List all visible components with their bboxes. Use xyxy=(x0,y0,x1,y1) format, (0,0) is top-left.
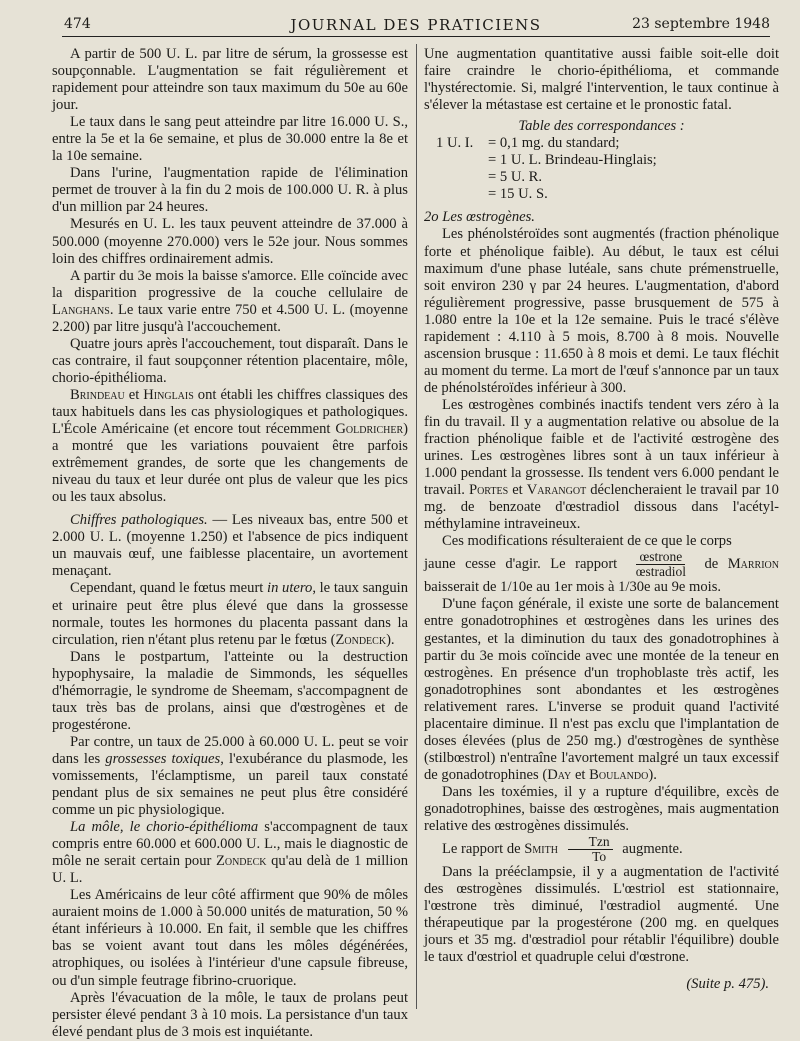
left-column xyxy=(52,46,409,1040)
paragraph: Ces modifications résulteraient de ce que le corps xyxy=(442,533,732,550)
paragraph: Dans le postpartum, l'atteinte ou la destruction hypophysaire, la maladie de Simmonds, les séquelles d'hémorragie, le syndrome de Sheemam, s'accompagnent de taux très bas de prolans, ainsi que d'œstrogènes et de progestérone. xyxy=(52,648,408,733)
text-run: qu'au delà de 1 million U. L. xyxy=(52,853,408,887)
paragraph: Quatre jours après l'accouchement, tout disparaît. Dans le cas contraire, il faut soupçonner rétention placentaire, môle, chorio-épithélioma. xyxy=(52,335,408,386)
italic-run: grossesses toxiques xyxy=(105,750,221,767)
paragraph xyxy=(52,387,408,506)
author-name: Brindeau xyxy=(70,386,125,403)
text-run: s'accompagnent de taux compris entre 60.000 et 600.000 U. L., mais le diagnostic de môle ne serait certain pour xyxy=(52,819,408,870)
text-run: Le rapport de xyxy=(442,840,521,857)
text-run: Les œstrogènes combinés inactifs tendent vers zéro à la fin du travail. Il y a augmentation relative ou absolue de la fraction phénolique faible et de l'activité œstrogène des urines. Les œstrogènes libres sont à un taux inférieur à 1.000 pendant la grossesse. Ils tendent vers 6.000 pendant le travail. xyxy=(424,396,779,499)
subsection-title: Chiffres pathologiques. xyxy=(70,512,208,529)
text-run: de xyxy=(704,556,719,573)
paragraph xyxy=(424,397,779,533)
paragraph xyxy=(52,512,408,580)
section-heading xyxy=(424,209,779,226)
continued-text: (Suite p. 475). xyxy=(686,976,769,993)
page-number: 474 xyxy=(64,16,91,32)
section-title: 2o Les œstrogènes. xyxy=(424,209,535,226)
table-value: = 5 U. R. xyxy=(488,169,543,186)
text-run: D'une façon générale, il existe une sorte de balancement entre gonadotrophines et œstrogènes dans les urines des gestantes, et la diminution du taux des gonadotrophines à partir du 3e mois coïncide avec une montée de la teneur en œstrogènes. En présence d'un trophoblaste très actif, les gonadotrophines sont abondantes et les œstrogènes relativement rares. L'inverse se produit quand l'activité placentaire diminue. Il n'est pas exclu que l'implantation de doses élevées (plus de 250 mg.) d'œstrogènes de synthèse (stilbœstrol) n'entraîne l'avortement malgré un taux excessif de gonadotrophines ( xyxy=(424,596,779,783)
text-run: jaune cesse d'agir. Le rapport xyxy=(424,556,618,573)
text-run: — Les niveaux bas, entre 500 et 2.000 U. L. (moyenne 1.250) et l'absence de pics indiquent un mauvais œuf, une faiblesse placentaire, un avortement menaçant. xyxy=(52,512,409,580)
fraction-numerator: œstrone xyxy=(636,550,685,565)
author-name: Hinglais xyxy=(143,386,194,403)
issue-date: 23 septembre 1948 xyxy=(632,16,770,32)
text-run: et xyxy=(571,766,590,783)
author-name: Zondeck xyxy=(215,853,267,870)
author-name: Portes xyxy=(468,482,509,499)
page-header xyxy=(62,14,770,37)
paragraph: Les phénolstéroïdes sont augmentés (fraction phénolique forte et phénolique faible). Au début, le taux est célui maximum d'une phase lutéale, sans chute prémenstruelle, soit environ 230 γ par 24 heures. L'augmentation, d'abord régulièrement progressive, passe brusquement de 575 à 1.080 entre la 10e et la 12e semaine. Puis le tracé s'élève rapidement : 4.110 à 5 mois, 8.700 à 8 mois. Nouvelle ascension brusque : 11.650 à 8 mois et demi. Le taux fléchit au moment du terme. La mort de l'œuf s'annonce par un taux de phénolstéroïdes inférieur à 300. xyxy=(424,226,779,396)
paragraph: Mesurés en U. L. les taux peuvent atteindre de 37.000 à 500.000 (moyenne 270.000) vers le 52e jour. Nous sommes loin des chiffres ordinairement admis. xyxy=(52,216,408,267)
paragraph: Après l'évacuation de la môle, le taux de prolans peut persister élevé pendant 3 à 10 mois. La persistance d'un taux élevé pendant plus de 3 mois est inquiétante. xyxy=(52,989,408,1040)
author-name: Smith xyxy=(524,840,558,857)
text-run: ) a montré que les variations pouvaient être parfois extrêmement grandes, de sorte que les changements de niveau du taux et leur durée ont plus de valeur que les pics ou les taux absolus. xyxy=(52,421,408,506)
italic-run: La môle, le chorio-épithélioma xyxy=(70,819,259,836)
paragraph: Dans la prééclampsie, il y a augmentation de l'activité des œstrogènes dissimulés. L'œstriol est stationnaire, l'œstrone très diminué, l'œstradiol augmenté. Une thérapeutique par la progestérone (200 mg. en quelques jours et 35 mg. d'œstradiol pour rétablir l'équilibre) double le taux d'œstriol et quadruple celui d'œstrone. xyxy=(424,864,779,966)
paragraph: Dans l'urine, l'augmentation rapide de l'élimination permet de trouver à la fin du 2 mois de 100.000 U. R. à plus d'un million par 24 heures. xyxy=(52,165,408,216)
table-row xyxy=(424,152,779,169)
paragraph: Dans les toxémies, il y a rupture d'équilibre, excès de gonadotrophines, baisse des œstrogènes, mais augmentation relative des œstrogènes dissimulés. xyxy=(424,783,779,835)
text-run: Cependant, quand le fœtus meurt xyxy=(70,580,268,597)
table-value: = 0,1 mg. du standard; xyxy=(488,135,620,152)
paragraph: Les Américains de leur côté affirment que 90% de môles auraient moins de 1.000 à 50.000 unités de maturation, 50 % étant inférieurs à 10.000. En fait, il semble que les chiffres bas se voient avant tout dans les môles dégénérées, atrophiques, ou isolées à l'intérieur d'une capsule fibreuse, ou d'un simple feutrage fibrino-cruorique. xyxy=(52,887,408,989)
italic-run: in utero xyxy=(267,580,313,597)
text-run: , le taux sanguin et urinaire peut être plus élevé que dans la grossesse normale, toutes les hormones du placenta passant dans la circulation, rien n'étant plus retenu par le fœtus ( xyxy=(52,580,408,648)
paragraph xyxy=(52,819,408,887)
correspondence-table xyxy=(424,118,779,203)
text-run: . Le taux varie entre 750 et 4.500 U. L. (moyenne 2.200) par litre jusqu'à l'accouchement. xyxy=(52,301,408,335)
journal-title: JOURNAL DES PRATICIENS xyxy=(290,16,542,34)
author-name: Varangot xyxy=(526,482,587,499)
table-row xyxy=(424,186,779,203)
text-run: Par contre, un taux de 25.000 à 60.000 U. L. peut se voir dans les xyxy=(52,733,408,767)
text-run: augmente. xyxy=(622,840,683,857)
text-run: A partir du 3e mois la baisse s'amorce. Elle coïncide avec la disparition progressive de la couche cellulaire de xyxy=(52,267,408,301)
ratio-fraction xyxy=(568,835,613,864)
text-run: , l'exubérance du plasmode, les vomissements, l'éclamptisme, un pareil taux constaté pendant plus de six semaines ne peut plus être considéré comme un pic physiologique. xyxy=(52,750,408,819)
text-run: déclencheraient le travail par 10 mg. de benzoate d'œstradiol dissous dans l'acétyl-méthylamine intraveineux. xyxy=(424,482,779,533)
text-run: ). xyxy=(648,766,657,783)
paragraph xyxy=(424,550,779,596)
paragraph xyxy=(52,734,408,819)
author-name: Zondeck xyxy=(335,631,387,648)
author-name: Goldricher xyxy=(335,421,404,438)
paragraph xyxy=(52,268,408,336)
author-name: Langhans xyxy=(52,301,110,318)
fraction-numerator: Tzn xyxy=(568,835,613,850)
author-name: Day xyxy=(547,766,572,783)
author-name: Marrion xyxy=(727,556,779,573)
table-title: Table des correspondances : xyxy=(518,118,685,135)
paragraph xyxy=(52,580,408,648)
continued-note xyxy=(424,976,779,993)
text-run: ). xyxy=(386,631,395,648)
paragraph: Une augmentation quantitative aussi faible soit-elle doit faire craindre le chorio-épithélioma, et commande l'hystérectomie. Si, malgré l'intervention, le taux continue à s'élever la métastase est certaine et le pronostic fatal. xyxy=(424,46,779,114)
text-run: et xyxy=(124,386,144,403)
text-run: baisserait de 1/10e au 1er mois à 1/30e au 9e mois. xyxy=(424,579,722,596)
right-column xyxy=(424,46,779,1013)
paragraph: Le taux dans le sang peut atteindre par litre 16.000 U. S., entre la 5e et la 6e semaine, et plus de 30.000 entre la 8e et la 10e semaine. xyxy=(52,114,408,165)
table-key: 1 U. I. xyxy=(436,135,474,152)
table-row xyxy=(424,169,779,186)
paragraph xyxy=(424,596,779,784)
fraction-denominator: To xyxy=(592,849,607,865)
author-name: Boulando xyxy=(589,766,649,783)
fraction-denominator: œstradiol xyxy=(635,564,686,580)
paragraph: A partir de 500 U. L. par litre de sérum, la grossesse est soupçonnable. L'augmentation se fait régulièrement et rapidement pour atteindre son taux maximum du 50e au 60e jour. xyxy=(52,46,408,114)
table-value: = 15 U. S. xyxy=(488,186,548,203)
text-run: ont établi les chiffres classiques des taux habituels dans les cas physiologiques et pathologiques. L'École Américaine (et encore tout récemment xyxy=(52,386,408,438)
table-row xyxy=(424,135,779,152)
column-divider xyxy=(416,44,417,1009)
paragraph xyxy=(424,835,779,864)
ratio-fraction xyxy=(633,550,689,579)
table-value: = 1 U. L. Brindeau-Hinglais; xyxy=(488,152,657,169)
text-run: et xyxy=(508,482,527,499)
